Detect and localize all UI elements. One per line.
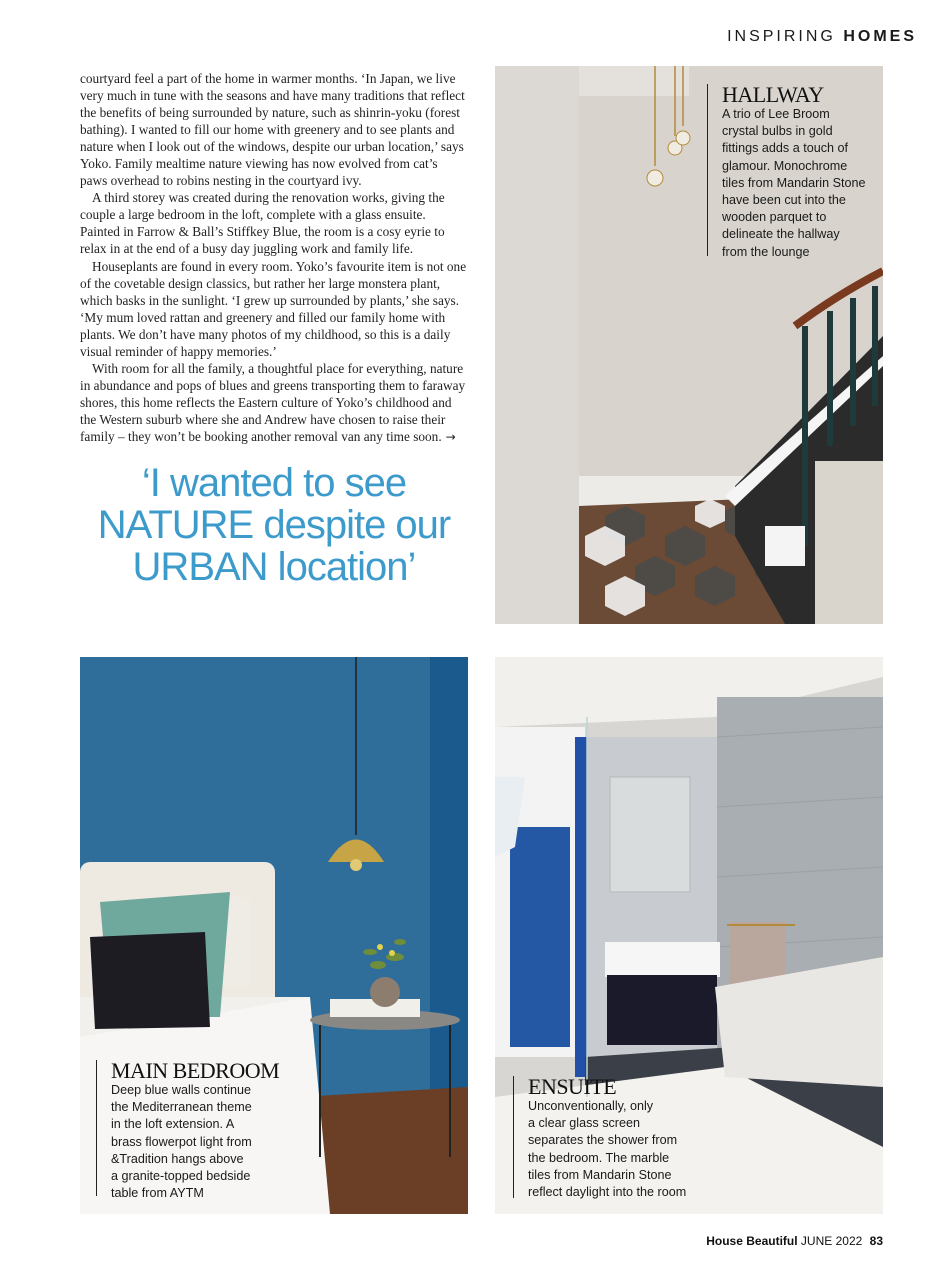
article-paragraph-text: With room for all the family, a thoughtful place for everything, nature in abundance and pops of blues and greens transporting them to faraway shores, this home reflects the Eastern culture of Yoko’s childhood and the Western suburb where she and Andrew have chosen to raise their family – they won’t be booking another removal van any time soon. [80,360,466,444]
ensuite-caption-title: ENSUITE [528,1074,617,1099]
article-paragraph: Houseplants are found in every room. Yoko’s favourite item is not one of the covetable design classics, but rather her large monstera plant, which basks in the sunlight. ‘I grew up surrounded by plants,’ she says. ‘My mum loved rattan and greenery and filled our family home with plants. We don’t have many photos of my childhood, so this is a daily visual reminder of happy memories.’ [80,258,467,359]
end-arrow-icon: → [445,429,456,444]
article-paragraph: A third storey was created during the renovation works, giving the couple a large bedroom in the loft, complete with a glass ensuite. Painted in Farrow & Ball’s Stiffkey Blue, the room is a cosy eyrie to relax in at the end of a busy day juggling work and family life. [80,190,445,257]
magazine-name: House Beautiful [706,1234,798,1248]
ensuite-caption [513,1076,708,1198]
section-tag-light: INSPIRING [727,28,836,45]
article-paragraph-last [80,360,468,446]
hallway-caption [707,82,892,259]
article-paragraph: courtyard feel a part of the home in warmer months. ‘In Japan, we live very much in tune with the seasons and have many traditions that reflect the benefits of being surrounded by nature, such as shinrin-yoku (forest bathing). I wanted to fill our home with greenery and to see plants and nature when I look out of the windows, despite our urban location,’ says Yoko. Family mealtime nature viewing has now evolved from cat’s paws overhead to robins nesting in the courtyard ivy. [80,71,465,189]
bedroom-caption [96,1058,301,1201]
bedroom-caption-title: MAIN BEDROOM [111,1058,280,1083]
hallway-caption-text: A trio of Lee Broom crystal bulbs in gold fittings adds a touch of glamour. Monochrome tiles from Mandarin Stone have been cut into the wooden parquet to delineate the hallway from the lounge [722,107,866,259]
page-number: 83 [869,1234,883,1248]
article-body [80,70,468,446]
hallway-caption-title: HALLWAY [722,82,824,107]
section-tag [727,28,917,46]
page-footer [706,1234,883,1248]
pull-quote: ‘I wanted to see NATURE despite our URBAN location’ [97,461,451,589]
issue-date: JUNE 2022 [800,1234,863,1248]
ensuite-caption-text: Unconventionally, only a clear glass screen separates the shower from the bedroom. The marble tiles from Mandarin Stone reflect daylight into the room [528,1099,687,1200]
section-tag-bold: HOMES [843,28,917,45]
bedroom-caption-text: Deep blue walls continue the Mediterranean theme in the loft extension. A brass flowerpot light from &Tradition hangs above a granite-topped bedside table from AYTM [111,1083,252,1201]
